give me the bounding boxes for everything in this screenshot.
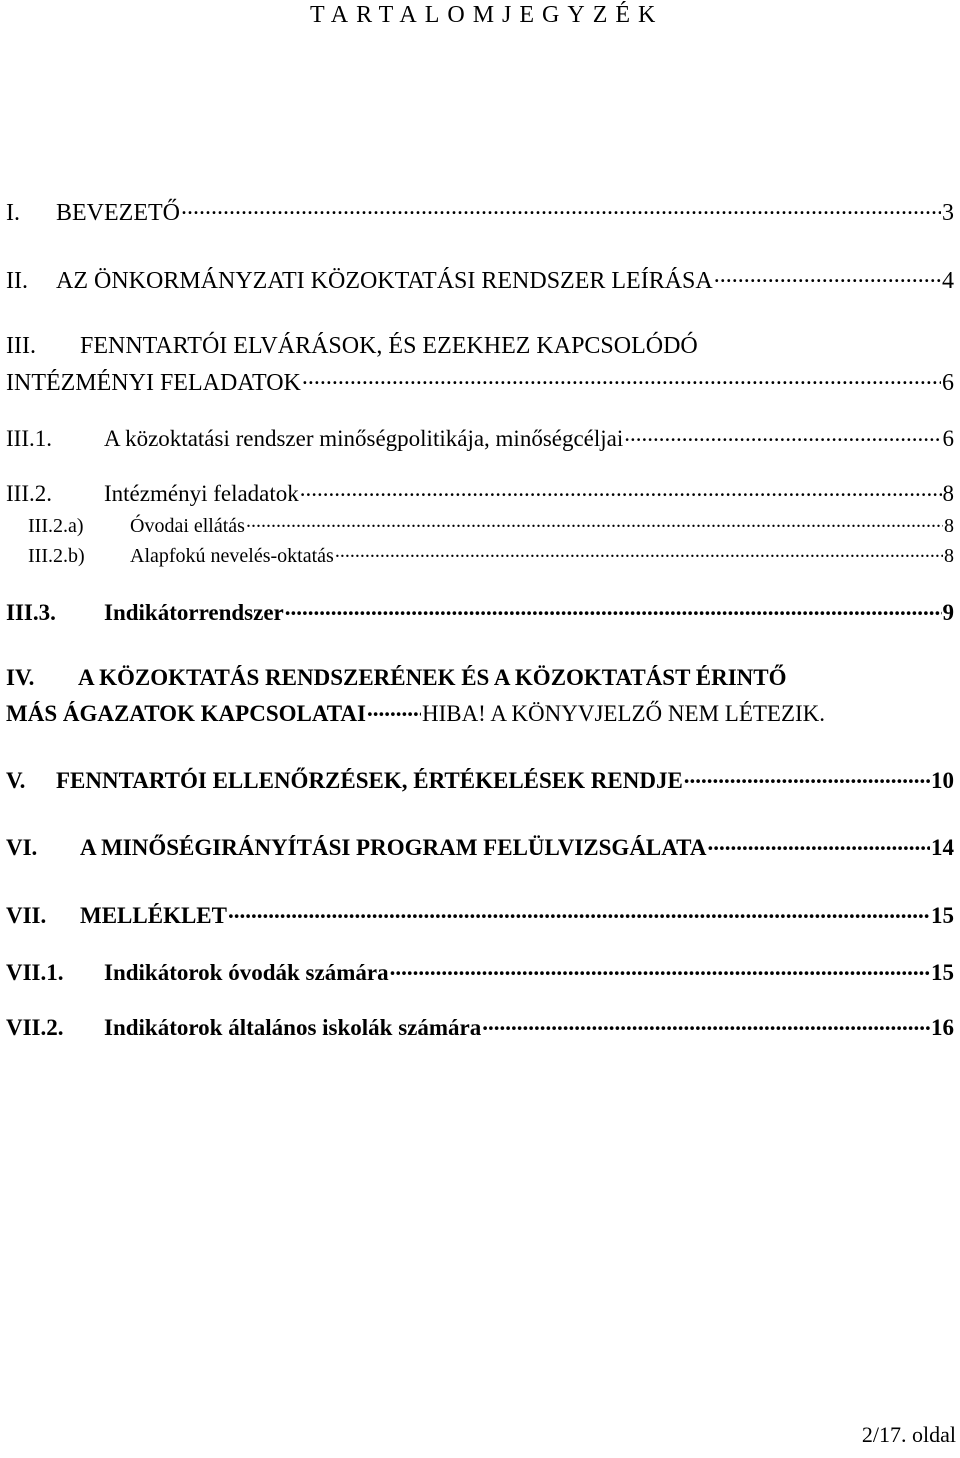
toc-entry-3-1[interactable]: [6, 423, 954, 452]
toc-leader: [181, 196, 941, 220]
toc-text: A közoktatási rendszer minőségpolitikája, minőségcéljai: [104, 426, 624, 451]
toc-entry-4-line2[interactable]: [6, 698, 954, 727]
toc-entry-7-1[interactable]: [6, 957, 954, 986]
toc-page: 4: [942, 268, 954, 294]
toc-number: VI.: [6, 835, 38, 860]
toc-entry-3-2[interactable]: [6, 478, 954, 507]
toc-leader: [285, 597, 942, 620]
toc-entry-6[interactable]: [6, 832, 954, 861]
toc-entry-3-line1[interactable]: [6, 333, 954, 360]
toc-number: VII.1.: [6, 960, 64, 985]
toc-leader: [300, 478, 942, 501]
toc-text: BEVEZETŐ: [56, 200, 180, 226]
toc-leader: [335, 542, 943, 562]
toc-text: Indikátorrendszer: [104, 600, 284, 625]
toc-number: III.3.: [6, 600, 56, 625]
toc-page: 16: [931, 1015, 954, 1040]
toc-page: 9: [942, 600, 954, 625]
toc-leader: [367, 698, 421, 721]
toc-entry-2[interactable]: [6, 264, 954, 295]
toc-leader: [246, 512, 943, 532]
toc-leader: [228, 900, 930, 923]
toc-number: III.: [6, 333, 36, 359]
toc-text: MELLÉKLET: [80, 903, 227, 928]
toc-number: IV.: [6, 665, 35, 690]
toc-leader: [714, 264, 941, 288]
toc-page: 6: [942, 426, 954, 451]
toc-leader: [707, 832, 930, 855]
toc-leader: [482, 1012, 930, 1035]
toc-text: A MINŐSÉGIRÁNYÍTÁSI PROGRAM FELÜLVIZSGÁLATA: [80, 835, 707, 860]
toc-page: 15: [931, 903, 954, 928]
toc-page-error: HIBA! A KÖNYVJELZŐ NEM LÉTEZIK.: [421, 701, 826, 726]
toc-entry-1[interactable]: [6, 196, 954, 227]
toc-text-continued: MÁS ÁGAZATOK KAPCSOLATAI: [6, 701, 366, 726]
toc-number: III.2.: [6, 481, 52, 506]
toc-text: Alapfokú nevelés-oktatás: [130, 545, 334, 567]
toc-text-continued: INTÉZMÉNYI FELADATOK: [6, 370, 301, 396]
toc-entry-7-2[interactable]: [6, 1012, 954, 1041]
toc-page: 8: [942, 481, 954, 506]
toc-leader: [624, 423, 941, 446]
toc-number: III.2.b): [28, 545, 85, 567]
toc-text: A KÖZOKTATÁS RENDSZERÉNEK ÉS A KÖZOKTATÁST ÉRINTŐ: [78, 665, 787, 690]
toc-number: VII.: [6, 903, 47, 928]
toc-text: Indikátorok óvodák számára: [104, 960, 389, 985]
toc-number: V.: [6, 768, 26, 793]
toc-page: 6: [942, 370, 954, 396]
toc-page: 14: [931, 835, 954, 860]
toc-entry-3-2-b[interactable]: [28, 542, 954, 568]
toc-leader: [684, 765, 930, 788]
toc-page: 8: [944, 545, 954, 567]
toc-text: Indikátorok általános iskolák számára: [104, 1015, 482, 1040]
toc-number: III.2.a): [28, 515, 84, 537]
toc-page: 10: [931, 768, 954, 793]
toc-entry-7[interactable]: [6, 900, 954, 929]
toc-title: TARTALOMJEGYZÉK: [310, 2, 664, 28]
toc-entry-4-line1[interactable]: [6, 665, 954, 691]
toc-page: 3: [942, 200, 954, 226]
toc-entry-3-2-a[interactable]: [28, 512, 954, 538]
toc-number: VII.2.: [6, 1015, 64, 1040]
toc-number: III.1.: [6, 426, 52, 451]
toc-page: 8: [944, 515, 954, 537]
toc-text: AZ ÖNKORMÁNYZATI KÖZOKTATÁSI RENDSZER LEÍRÁSA: [56, 268, 713, 294]
toc-leader: [390, 957, 930, 980]
toc-text: FENNTARTÓI ELLENŐRZÉSEK, ÉRTÉKELÉSEK RENDJE: [56, 768, 683, 793]
toc-text: Intézményi feladatok: [104, 481, 299, 506]
toc-entry-5[interactable]: [6, 765, 954, 794]
toc-text: Óvodai ellátás: [130, 515, 245, 537]
page-footer: 2/17. oldal: [861, 1422, 956, 1447]
toc-entry-3-3[interactable]: [6, 597, 954, 626]
toc-number: II.: [6, 268, 28, 294]
toc-page: 15: [931, 960, 954, 985]
toc-entry-3-line2[interactable]: [6, 366, 954, 397]
toc-text: FENNTARTÓI ELVÁRÁSOK, ÉS EZEKHEZ KAPCSOLÓDÓ: [80, 333, 698, 359]
toc-leader: [302, 366, 941, 390]
toc-number: I.: [6, 200, 20, 226]
